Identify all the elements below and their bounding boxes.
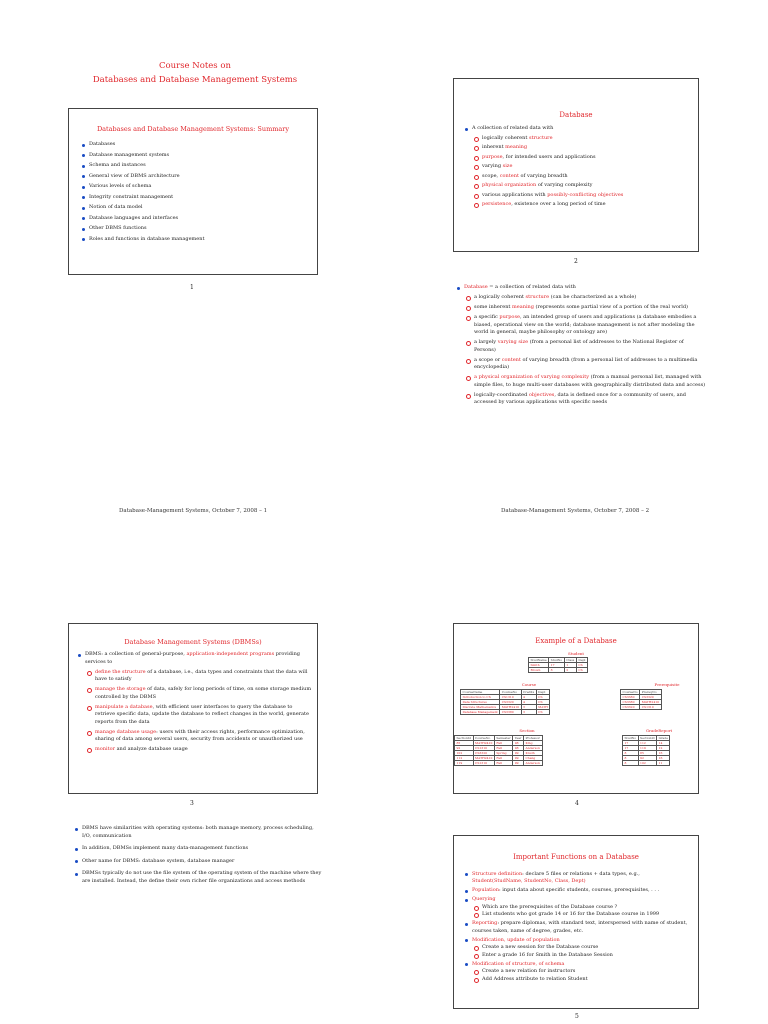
table-row	[621, 705, 662, 710]
slide-5-subitem: Add Address attribute to relation Student	[464, 976, 696, 984]
table-header-cell: Semester	[496, 736, 511, 740]
table-cell: CS1310	[473, 761, 494, 766]
subitem-term: possibly-conflicting objectives	[547, 191, 624, 198]
slide-3-lead-pre: DBMS: a collection of general-purpose,	[85, 651, 187, 657]
subitem-pre: logically-coordinated	[474, 391, 529, 398]
item-extra: Student(StudName, StudentNo, Class, Dept)	[472, 878, 586, 884]
table-header-cell: Class	[566, 658, 575, 662]
table-header-cell: Year	[514, 736, 522, 740]
slide-2-subitem	[464, 192, 694, 200]
subitem-term: purpose	[499, 314, 520, 320]
subitem-term: structure	[525, 294, 550, 300]
table-header-cell: CourseName	[461, 690, 500, 695]
table-cell: CS1310	[500, 695, 521, 700]
table-cell: Spring	[494, 751, 512, 756]
subitem-term: purpose	[482, 153, 503, 160]
subitem-term: meaning	[512, 304, 534, 310]
slide-5-item	[464, 896, 696, 904]
slide-5-item	[464, 920, 696, 935]
slide-3-body	[77, 651, 313, 754]
table-cell: 16	[657, 751, 670, 756]
section-table	[454, 735, 543, 766]
table-cell: 8	[623, 761, 639, 766]
slide-5-subitem: Which are the prerequisites of the Database course ?	[464, 904, 696, 912]
table-cell: Discrete Mathematics	[461, 705, 500, 710]
page-number-3: 3	[190, 800, 194, 807]
slide-5-subitem: Create a new session for the Database course	[464, 944, 696, 952]
item-term: Population	[472, 887, 500, 893]
slide-3	[68, 623, 318, 794]
table-row	[623, 761, 670, 766]
table-cell: Anderson	[525, 746, 540, 750]
slide-3-title: Database Management Systems (DBMSs)	[124, 638, 262, 646]
slide-1-item: Schema and instances	[81, 162, 311, 170]
subitem-term: a physical organization of varying complexity	[474, 374, 590, 380]
slide-3-subitem	[77, 704, 313, 727]
slide-2-body	[464, 125, 694, 209]
table-cell: MATH2410	[501, 705, 520, 709]
slide-1-list	[81, 141, 311, 246]
slide-1-item: Database languages and interfaces	[81, 215, 311, 223]
table-cell: King	[523, 741, 542, 746]
subitem-term: monitor	[95, 746, 115, 752]
table-cell: Fall	[494, 746, 512, 751]
slide-2-subitem	[464, 135, 694, 143]
slide-1-item: General view of DBMS architecture	[81, 173, 311, 181]
slide-2-sublist	[464, 135, 694, 209]
table-cell: CS	[536, 695, 550, 700]
table-header-cell: CourseNo	[500, 690, 521, 695]
subitem-post: of a database, i.e., data types and constraints that the data will have to satisfy	[95, 668, 308, 682]
slide-5-subitem: Create a new relation for instructors	[464, 968, 696, 976]
subitem-post: (from a personal list of addresses to the National Register of Persons)	[474, 339, 684, 353]
table-header-cell: StudNo	[624, 736, 637, 740]
table-cell: Fall	[494, 761, 512, 766]
subitem-term: persistence	[482, 201, 512, 207]
course-table-caption: Course	[521, 682, 537, 687]
page-number-2: 2	[574, 258, 578, 265]
slide-1-item: Database management systems	[81, 152, 311, 160]
subitem-post: (can be characterized as a whole)	[549, 294, 637, 300]
table-header-cell: Credits	[523, 690, 535, 694]
slide-2-notes	[456, 284, 706, 407]
notes-2-subitem	[456, 304, 706, 312]
page-number-5: 5	[575, 1013, 579, 1020]
table-cell: Fall	[494, 741, 512, 746]
slide-1	[68, 108, 318, 275]
grade-table-caption: GradeReport	[645, 728, 673, 733]
student-table-caption: Student	[567, 651, 585, 656]
notes-2-sublist	[456, 294, 706, 407]
notes-2-subitem	[456, 339, 706, 354]
subitem-pre: various applications with	[482, 191, 548, 198]
slide-2-subitem	[464, 163, 694, 171]
table-cell: 92	[455, 746, 474, 751]
notes-4-item: Other name for DBMS: database system, database manager	[74, 858, 324, 866]
table-cell: 1	[564, 663, 576, 668]
slide-3-subitem	[77, 729, 313, 744]
subitem-post: , existence over a long period of time	[511, 201, 606, 207]
slide-4	[453, 623, 699, 794]
slide-3-lead-post: providing services to	[85, 651, 301, 665]
subitem-pre: scope,	[482, 172, 500, 179]
table-cell: 8	[623, 756, 639, 761]
subitem-post: , with efficient user interfaces to query the database to retrieve specific data, update the database to reflect changes in the world, generate reports from the data	[95, 703, 309, 725]
table-cell: CS3320	[500, 700, 521, 705]
table-row	[455, 761, 543, 766]
table-cell: 99	[513, 756, 524, 761]
subitem-post: of data, safely for long periods of time, on some storage medium controlled by the DBMS	[95, 686, 312, 700]
subitem-term: content	[499, 172, 519, 179]
table-cell: Smith	[529, 663, 549, 668]
table-cell: CS3320	[473, 751, 494, 756]
table-cell: 85	[455, 741, 474, 746]
subitem-term: manage database usage	[95, 728, 157, 735]
slide-1-item: Various levels of schema	[81, 183, 311, 191]
notes-4-item: DBMSs typically do not use the file system of the operating system of the machine where they are installed. Instead, the define their own richer file organizations and access methods	[74, 870, 324, 885]
slide-2-subitem	[464, 182, 694, 190]
table-header-cell: Dept	[578, 658, 586, 662]
slide-5-title: Important Functions on a Database	[513, 853, 639, 861]
item-term: Reporting	[472, 920, 498, 926]
notes-2-subitem	[456, 314, 706, 337]
subitem-post: of varying breadth (from a personal list of addresses to a multimedia encyclopedia)	[474, 356, 698, 370]
notes-2-subitem	[456, 357, 706, 372]
student-table	[528, 657, 588, 673]
subitem-pre: a logically coherent	[474, 294, 526, 300]
subitem-term: size	[502, 163, 513, 169]
notes-2-lead-term: Database	[464, 284, 488, 290]
table-cell: Data Structures	[461, 700, 500, 705]
table-cell: 85	[638, 751, 657, 756]
table-header-row	[455, 736, 543, 741]
table-cell: Knuth	[523, 751, 542, 756]
table-header-row	[529, 658, 588, 663]
table-cell: 99	[513, 761, 524, 766]
slide-3-subitem	[77, 686, 313, 701]
table-header-cell: Professor	[523, 736, 542, 741]
subitem-pre: varying	[482, 163, 503, 169]
prerequisite-table	[620, 689, 662, 710]
table-cell: 102	[638, 761, 657, 766]
table-header-cell: PrereqNo	[640, 690, 661, 695]
table-cell: 92	[638, 756, 657, 761]
slide-1-title: Databases and Database Management Systems: Summary	[96, 125, 290, 133]
slide-2-lead: A collection of related data with	[464, 125, 694, 133]
slide-1-item: Integrity constraint management	[81, 194, 311, 202]
table-cell: CS3380	[621, 700, 640, 705]
table-header-cell: Dept	[536, 690, 550, 695]
table-header-cell: CourseNo	[622, 690, 638, 694]
subitem-post: , data is defined once for a community of users, and accessed by various applications with specific needs	[474, 391, 686, 405]
slide-5-subitem: Enter a grade 16 for Smith in the Database Session	[464, 952, 696, 960]
slide-5-item	[464, 887, 696, 895]
subitem-term: varying size	[497, 339, 529, 345]
table-cell: CS3380	[621, 695, 640, 700]
table-cell: CS3320	[621, 705, 640, 710]
notes-4-item: In addition, DBMSs implement many data-management functions	[74, 845, 324, 853]
table-cell: MATH2410	[641, 700, 660, 704]
subitem-term: define the structure	[95, 668, 146, 675]
subitem-post: of varying complexity	[536, 182, 593, 188]
table-header-row	[623, 736, 670, 741]
slide-5-subitem: List students who got grade 14 or 16 for the Database course in 1999	[464, 911, 696, 919]
slide-3-subitem	[77, 669, 313, 684]
slide-5-item	[464, 961, 696, 969]
document-title-line1: Course Notes on	[159, 61, 231, 71]
item-post: : prepare diplomas, with standard text, interspersed with name of student, courses taken, name of degree, grades, etc.	[472, 920, 688, 934]
slide-5-item	[464, 937, 696, 945]
slide-4-title: Example of a Database	[535, 637, 617, 645]
item-post: : declare 5 files or relations + data types, e.g.,	[522, 870, 640, 877]
table-cell: 98	[513, 741, 524, 746]
table-cell: 119	[455, 761, 474, 766]
slide-2-subitem	[464, 154, 694, 162]
footer-2: Database-Management Systems, October 7, 2008 – 2	[501, 508, 650, 514]
subitem-post: , for intended users and applications	[502, 153, 596, 160]
table-cell: 3	[521, 705, 536, 710]
table-header-cell: SectionId	[640, 736, 655, 740]
table-cell: 12	[657, 746, 670, 751]
table-cell: CS	[536, 710, 550, 715]
table-cell: 112	[638, 741, 657, 746]
table-cell: 14	[657, 741, 670, 746]
table-cell: Chang	[523, 756, 542, 761]
subitem-pre: inherent	[482, 144, 506, 150]
notes-4-item: DBMS have similarities with operating systems: both manage memory, process scheduling, I/O, communication	[74, 825, 324, 840]
slide-3-lead	[77, 651, 313, 666]
table-row	[529, 668, 588, 673]
table-cell: MATH2410	[475, 756, 493, 760]
table-cell: Introduction to CS	[461, 695, 500, 700]
item-term: Modification of structure, of schema	[472, 960, 565, 967]
subitem-term: meaning	[505, 144, 528, 150]
table-cell: 119	[638, 746, 657, 751]
slide-1-item: Other DBMS functions	[81, 225, 311, 233]
subitem-pre: a largely	[474, 339, 498, 345]
grade-report-table	[622, 735, 670, 766]
table-cell: MATH	[538, 705, 548, 709]
page-number-1: 1	[190, 284, 194, 291]
slide-5-list	[464, 869, 696, 983]
item-term: Querying	[472, 896, 496, 902]
table-row	[461, 710, 550, 715]
document-title	[60, 60, 330, 87]
table-header-cell: StudName	[530, 658, 547, 662]
subitem-term: content	[501, 356, 521, 363]
table-cell: 102	[455, 751, 474, 756]
table-cell: CS1310	[473, 746, 494, 751]
notes-2-lead-rest: = a collection of related data with	[487, 284, 576, 290]
table-cell: CS	[576, 668, 587, 673]
table-cell: 16	[657, 756, 670, 761]
table-header-cell: SectionId	[456, 736, 472, 740]
table-cell: 17	[549, 663, 565, 668]
course-table	[460, 689, 550, 715]
table-cell: CS1310	[640, 705, 661, 710]
table-cell: Database Management	[462, 710, 498, 714]
slide-1-item: Roles and functions in database management	[81, 236, 311, 244]
item-term: Structure definition	[472, 870, 523, 877]
slide-1-item: Databases	[81, 141, 311, 149]
table-header-cell: CourseNo	[473, 736, 494, 741]
table-cell: Brown	[529, 668, 549, 673]
table-cell: 8	[623, 751, 639, 756]
slide-2	[453, 78, 699, 252]
table-cell: MATH2410	[475, 741, 493, 745]
document-title-line2: Databases and Database Management Systems	[92, 74, 298, 85]
item-term: Modification, update of population	[472, 936, 560, 943]
table-header-cell: Grade	[658, 736, 668, 740]
slide-3-subitem	[77, 746, 313, 754]
slide-2-subitem	[464, 201, 694, 209]
subitem-post: , an intended group of users and applications (a database embodies a biased, operational view on the world; database management is not after modeling the world in general, maybe philosophy or ontology are)	[474, 314, 697, 335]
item-post: : input data about specific students, courses, prerequisites, . . .	[499, 887, 660, 893]
table-cell: CS	[536, 700, 550, 705]
subitem-term: objectives	[528, 391, 555, 398]
subitem-term: manipulate a database	[95, 703, 153, 710]
table-cell: Fall	[494, 756, 512, 761]
table-cell: CS3320	[640, 695, 661, 700]
subitem-term: structure	[528, 134, 553, 141]
subitem-post: of varying breadth	[518, 172, 568, 179]
table-cell: 98	[513, 746, 524, 751]
section-table-caption: Section	[519, 728, 535, 733]
subitem-post: (represents some partial view of a portion of the real world)	[533, 304, 689, 310]
footer-1: Database-Management Systems, October 7, 2008 – 1	[119, 508, 268, 514]
table-header-cell: StudNo	[550, 658, 563, 662]
table-cell: Anderson	[525, 761, 540, 765]
subitem-pre: some inherent	[474, 304, 513, 310]
slide-2-subitem	[464, 144, 694, 152]
notes-2-subitem	[456, 294, 706, 302]
subitem-pre: a specific	[474, 314, 500, 320]
subitem-post: and analyze database usage	[114, 746, 188, 752]
table-cell: 2	[564, 668, 576, 673]
slide-2-title: Database	[559, 111, 593, 119]
notes-2-subitem	[456, 374, 706, 389]
prereq-table-caption: Prerequisite	[654, 682, 680, 687]
slide-4-notes	[74, 825, 324, 890]
table-cell: 4	[521, 700, 536, 705]
page-number-4: 4	[575, 800, 579, 807]
slide-5-item	[464, 871, 696, 886]
subitem-term: physical organization	[482, 182, 537, 188]
slide-2-subitem	[464, 173, 694, 181]
notes-2-lead	[456, 284, 706, 292]
subitem-post: (from a manual personal list, managed with simple files, to huge multi-user databases with geographically distributed data and access)	[474, 374, 706, 388]
table-cell: 4	[521, 695, 536, 700]
table-cell: CS	[576, 663, 587, 668]
table-cell: 112	[455, 756, 474, 761]
slide-1-item: Notion of data model	[81, 204, 311, 212]
slide-3-lead-term: application-independent programs	[186, 651, 275, 657]
table-cell: 8	[549, 668, 565, 673]
table-cell: 17	[623, 746, 639, 751]
subitem-post: : users with their access rights, performance optimization, sharing of data among several users, security from accidents or unauthorized use	[95, 728, 305, 742]
slide-3-sublist	[77, 669, 313, 754]
subitem-term: manage the storage	[95, 686, 146, 692]
table-cell: 3	[521, 710, 536, 715]
table-cell: 99	[513, 751, 524, 756]
notes-2-subitem	[456, 392, 706, 407]
subitem-pre: a scope or	[474, 356, 502, 363]
slide-5	[453, 835, 699, 1009]
table-cell: CS3380	[500, 710, 521, 715]
table-cell: 11	[657, 761, 670, 766]
table-cell: 17	[623, 741, 639, 746]
subitem-pre: logically coherent	[482, 134, 529, 141]
